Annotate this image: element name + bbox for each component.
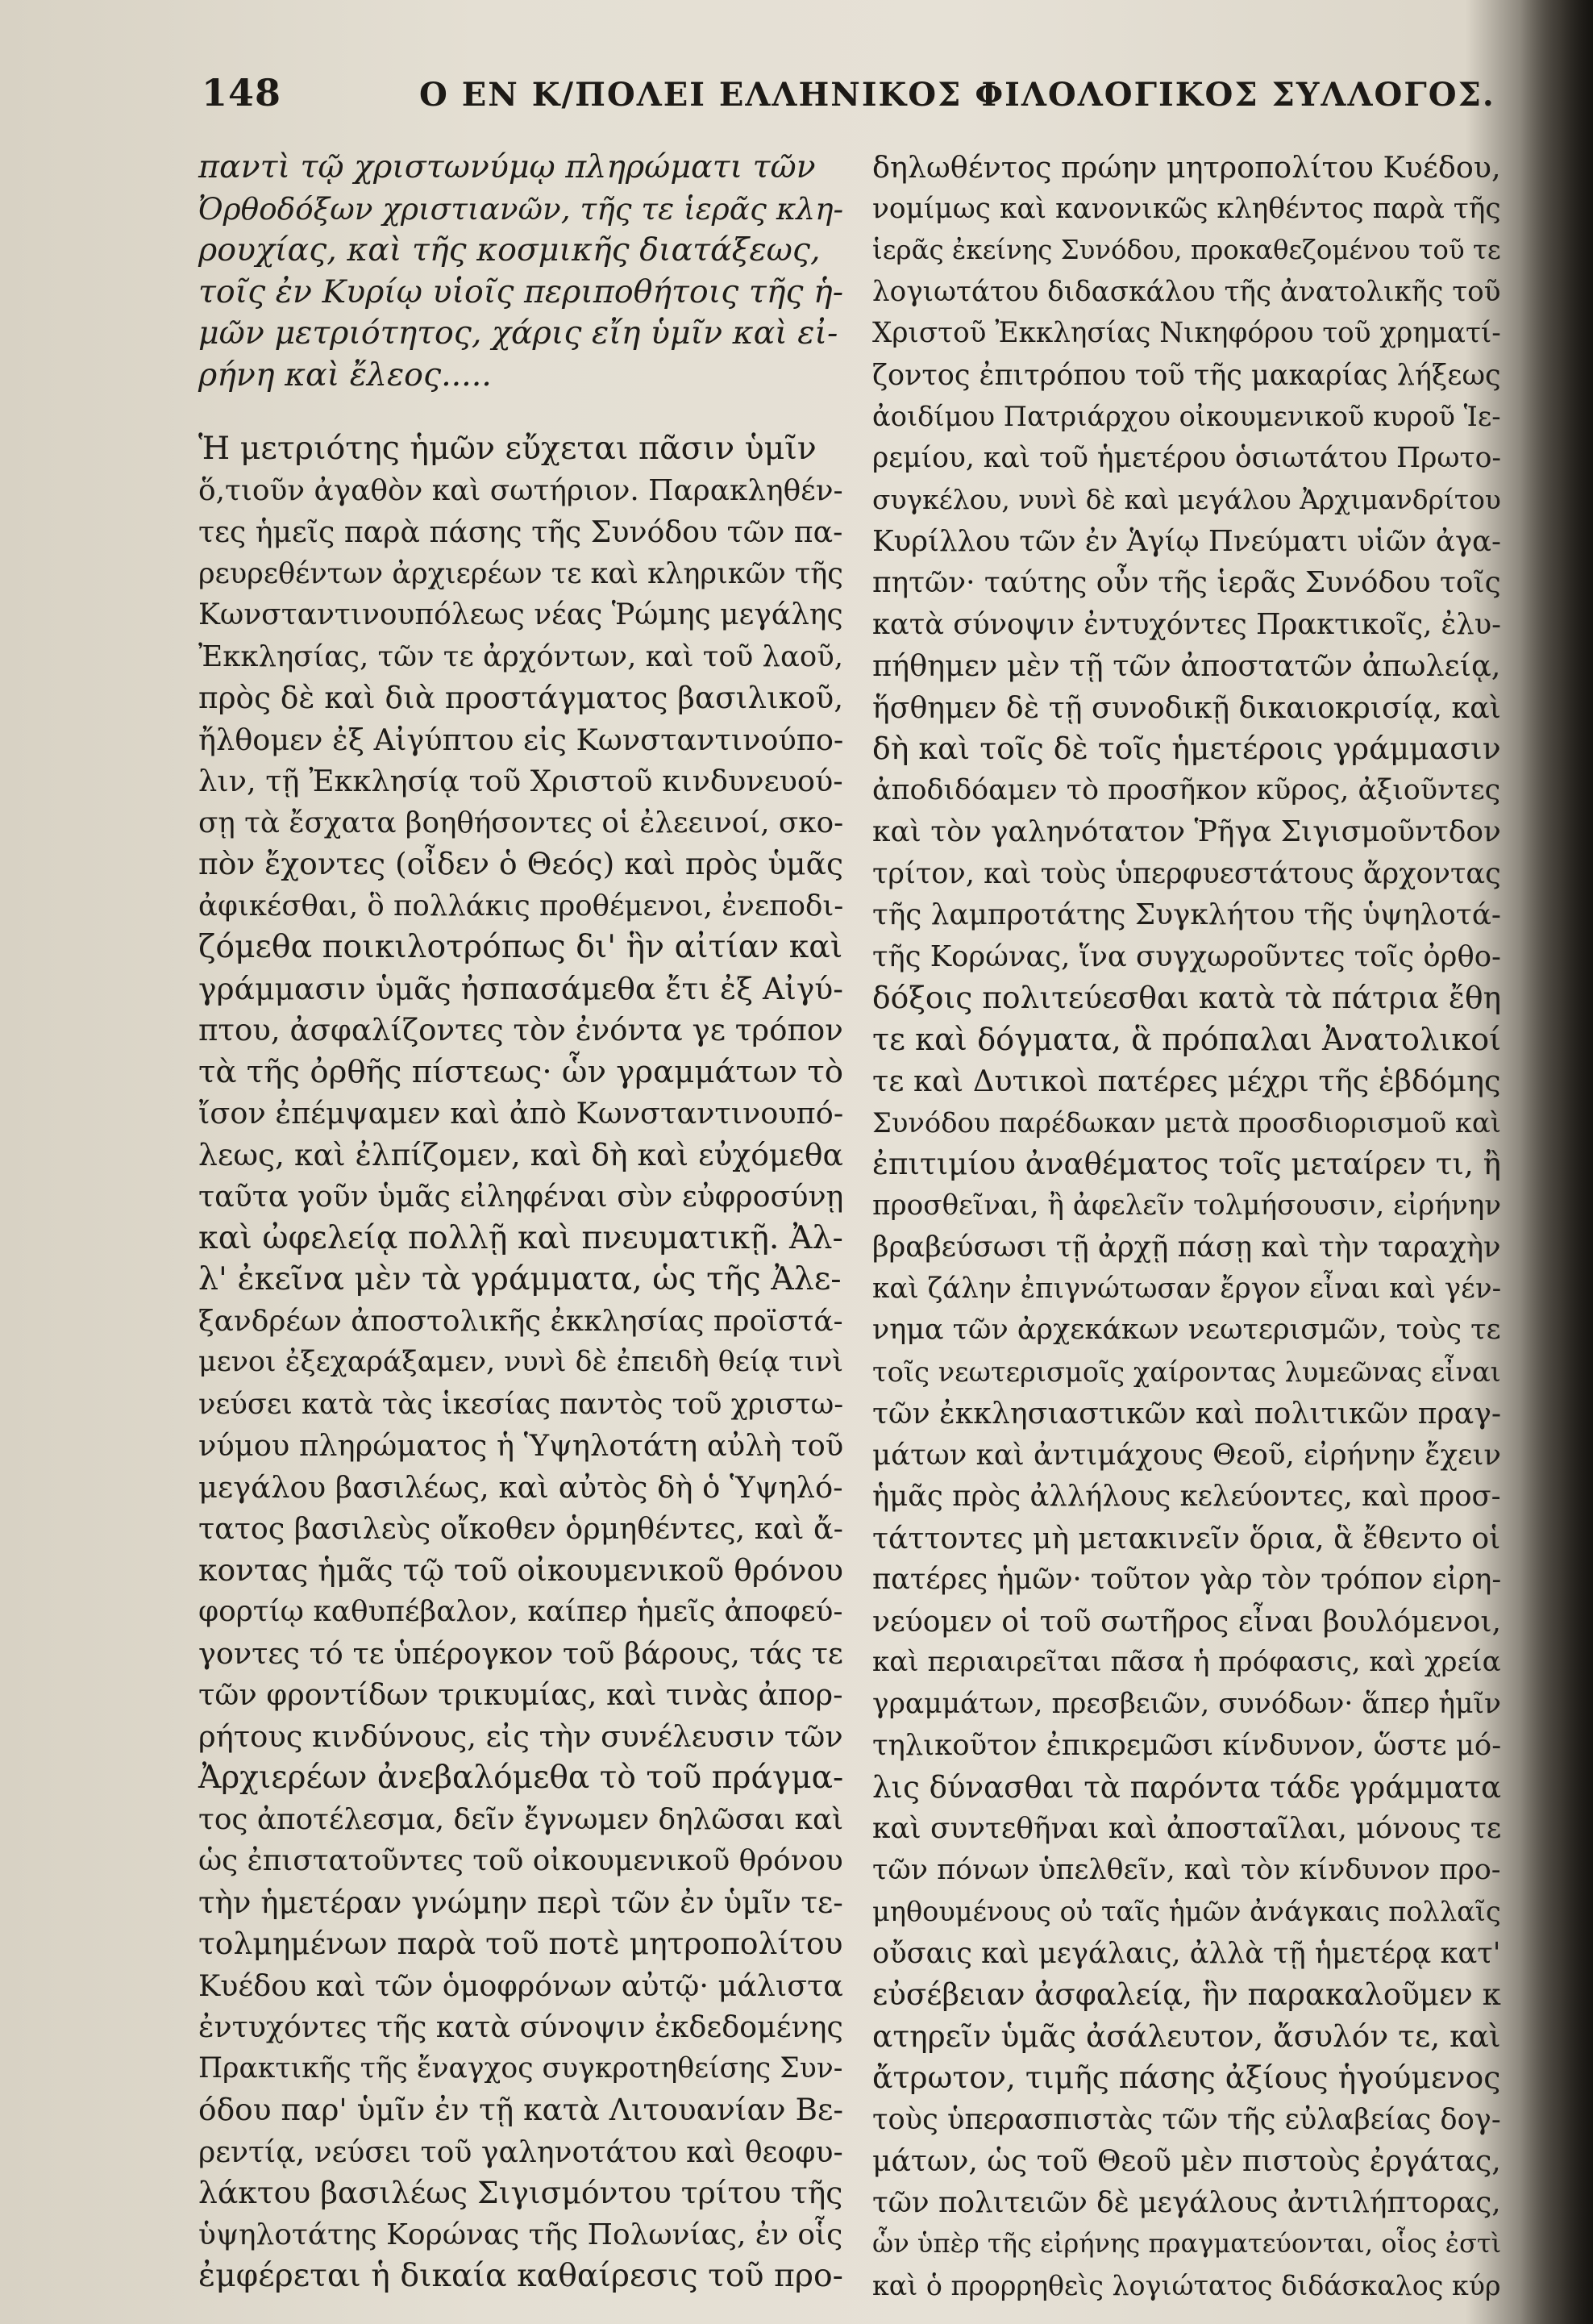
text-line: τηλικοῦτον ἐπικρεμῶσι κίνδυνον, ὥστε μό-: [872, 1729, 1502, 1762]
text-line: όδου παρ' ὑμῖν ἐν τῇ κατὰ Λιτουανίαν Βε-: [198, 2092, 844, 2127]
text-line: πατέρες ἡμῶν· τοῦτον γὰρ τὸν τρόπον εἰρη-: [872, 1563, 1502, 1596]
text-line: ἥσθημεν δὲ τῇ συνοδικῇ δικαιοκρισίᾳ, καὶ: [872, 689, 1501, 725]
text-line: ρευρεθέντων ἀρχιερέων τε καὶ κληρικῶν τῆς: [198, 556, 843, 590]
text-line: λάκτου βασιλέως Σιγισμόντου τρίτου τῆς: [198, 2175, 843, 2210]
text-line: τρίτον, καὶ τοὺς ὑπερφυεστάτους ἄρχοντας: [872, 856, 1501, 890]
text-line: παντὶ τῷ χριστωνύμῳ πληρώματι τῶν: [198, 148, 816, 185]
text-line: νομίμως καὶ κανονικῶς κληθέντος παρὰ τῆς: [872, 192, 1501, 225]
text-line: οὔσαις καὶ μεγάλαις, ἀλλὰ τῇ ἡμετέρᾳ κατ': [872, 1936, 1501, 1970]
text-line: τὰ τῆς ὀρθῆς πίστεως· ὧν γραμμάτων τὸ: [198, 1053, 844, 1090]
text-line: ατηρεῖν ὑμᾶς ἀσάλευτον, ἄσυλόν τε, καὶ: [872, 2018, 1501, 2054]
text-line: τος ἀποτέλεσμα, δεῖν ἔγνωμεν δηλῶσαι καὶ: [198, 1802, 844, 1836]
text-line: καὶ ὁ προρρηθεὶς λογιώτατος διδάσκαλος κύρ: [872, 2269, 1501, 2301]
text-line: λογιωτάτου διδασκάλου τῆς ἀνατολικῆς τοῦ: [872, 275, 1501, 308]
text-line: πὸν ἔχοντες (οἶδεν ὁ Θεός) καὶ πρὸς ὑμᾶς: [198, 846, 844, 881]
text-line: τατος βασιλεὺς οἴκοθεν ὁρμηθέντες, καὶ ἄ-: [198, 1511, 843, 1546]
text-line: Κυέδου καὶ τῶν ὁμοφρόνων αὐτῷ· μάλιστα: [198, 1968, 843, 2003]
text-line: ὡς ἐπιστατοῦντες τοῦ οἰκουμενικοῦ θρόνου: [198, 1844, 843, 1877]
text-line: Ὀρθοδόξων χριστιανῶν, τῆς τε ἱερᾶς κλη-: [198, 190, 844, 227]
text-line: πητῶν· ταύτης οὖν τῆς ἱερᾶς Συνόδου τοῖς: [872, 566, 1501, 599]
text-line: ἐπιτιμίου ἀναθέματος τοῖς μεταίρεν τι, ἢ: [872, 1146, 1501, 1181]
text-line: τὴν ἡμετέραν γνώμην περὶ τῶν ἐν ὑμῖν τε-: [198, 1884, 843, 1920]
text-line: τοὺς ὑπερασπιστὰς τῶν τῆς εὐλαβείας δογ-: [872, 2102, 1501, 2136]
text-line: τῆς Κορώνας, ἵνα συγχωροῦντες τοῖς ὀρθο-: [872, 939, 1501, 973]
text-line: ἤλθομεν ἐξ Αἰγύπτου εἰς Κωνσταντινούπο-: [198, 722, 844, 757]
text-line: νεύομεν οἱ τοῦ σωτῆρος εἶναι βουλόμενοι,: [872, 1603, 1502, 1639]
text-line: βραβεύσωσι τῇ ἀρχῇ πάσῃ καὶ τὴν ταραχὴν: [872, 1231, 1501, 1264]
text-line: Χριστοῦ Ἐκκλησίας Νικηφόρου τοῦ χρηματί-: [872, 317, 1501, 349]
text-line: ὑψηλοτάτης Κορώνας τῆς Πολωνίας, ἐν οἷς: [198, 2218, 843, 2251]
text-line: Κυρίλλου τῶν ἐν Ἁγίῳ Πνεύματι υἱῶν ἀγα-: [872, 524, 1502, 558]
text-line: Ἀρχιερέων ἀνεβαλόμεθα τὸ τοῦ πράγμα-: [198, 1760, 844, 1796]
text-line: δὴ καὶ τοῖς δὲ τοῖς ἡμετέροις γράμμασιν: [872, 731, 1501, 766]
text-line: ρεντίᾳ, νεύσει τοῦ γαληνοτάτου καὶ θεοφυ-: [198, 2134, 843, 2169]
text-line: τῶν πόνων ὑπελθεῖν, καὶ τὸν κίνδυνον προ-: [872, 1853, 1501, 1886]
text-line: τοῖς νεωτερισμοῖς χαίροντας λυμεῶνας εἶναι: [872, 1356, 1501, 1388]
right-text-column: [872, 147, 1501, 2306]
text-line: ὧν ὑπὲρ τῆς εἰρήνης πραγματεύονται, οἷος ἐστὶ: [872, 2228, 1502, 2259]
text-line: τῶν πολιτειῶν δὲ μεγάλους ἀντιλήπτορας,: [872, 2185, 1501, 2219]
text-line: ἐντυχόντες τῆς κατὰ σύνοψιν ἐκδεδομένης: [198, 2010, 843, 2044]
text-line: ταῦτα γοῦν ὑμᾶς εἰληφέναι σὺν εὐφροσύνῃ: [198, 1179, 844, 1214]
text-line: γοντες τό τε ὑπέρογκον τοῦ βάρους, τάς τε: [198, 1635, 843, 1671]
text-line: φορτίῳ καθυπέβαλον, καίπερ ἡμεῖς ἀποφεύ-: [198, 1595, 843, 1628]
text-line: εὐσέβειαν ἀσφαλείᾳ, ἣν παρακαλοῦμεν κ: [872, 1977, 1501, 2012]
text-line: νεύσει κατὰ τὰς ἱκεσίας παντὸς τοῦ χριστω-: [198, 1387, 844, 1421]
text-line: τες ἡμεῖς παρὰ πάσης τῆς Συνόδου τῶν πα-: [198, 514, 843, 549]
text-line: τε καὶ δόγματα, ἃ πρόπαλαι Ἀνατολικοί: [872, 1021, 1502, 1058]
text-line: ρήνη καὶ ἔλεος.....: [198, 356, 492, 394]
text-line: λις δύνασθαι τὰ παρόντα τάδε γράμματα: [872, 1769, 1502, 1805]
binding-shadow: [1520, 0, 1593, 2324]
text-line: καὶ ζάλην ἐπιγνώτωσαν ἔργον εἶναι καὶ γέν-: [872, 1272, 1502, 1305]
text-line: νημα τῶν ἀρχεκάκων νεωτερισμῶν, τοὺς τε: [872, 1314, 1501, 1346]
text-line: ἄτρωτον, τιμῆς πάσης ἀξίους ἡγούμενος: [872, 2060, 1501, 2095]
text-line: Ἐκκλησίας, τῶν τε ἀρχόντων, καὶ τοῦ λαοῦ,: [198, 639, 844, 673]
text-line: καὶ ὠφελείᾳ πολλῇ καὶ πνευματικῇ. Ἀλ-: [198, 1218, 843, 1256]
running-title: Ο ΕΝ Κ/ΠΟΛΕΙ ΕΛΛΗΝΙΚΟΣ ΦΙΛΟΛΟΓΙΚΟΣ ΣΥΛΛΟΓΟΣ.: [419, 76, 1495, 114]
text-line: τῶν φροντίδων τρικυμίας, καὶ τινὰς ἀπορ-: [198, 1677, 843, 1712]
text-line: πήθημεν μὲν τῇ τῶν ἀποστατῶν ἀπωλείᾳ,: [872, 648, 1501, 683]
text-line: Ἡ μετριότης ἡμῶν εὔχεται πᾶσιν ὑμῖν: [198, 430, 817, 467]
text-line: λεως, καὶ ἐλπίζομεν, καὶ δὴ καὶ εὐχόμεθα: [198, 1136, 843, 1172]
text-line: καὶ τὸν γαληνότατον Ῥῆγα Σιγισμοῦντδον: [872, 815, 1501, 848]
text-line: λ' ἐκεῖνα μὲν τὰ γράμματα, ὡς τῆς Ἀλε-: [198, 1260, 842, 1297]
text-line: τολμημένων παρὰ τοῦ ποτὲ μητροπολίτου: [198, 1926, 843, 1961]
text-line: τῆς λαμπροτάτης Συγκλήτου τῆς ὑψηλοτά-: [872, 898, 1501, 931]
text-line: τοῖς ἐν Κυρίῳ υἱοῖς περιποθήτοις τῆς ἡ-: [198, 273, 844, 310]
text-line: δηλωθέντος πρώην μητροπολίτου Κυέδου,: [872, 150, 1501, 185]
text-line: ρεμίου, καὶ τοῦ ἡμετέρου ὁσιωτάτου Πρωτο-: [872, 441, 1502, 474]
text-line: ὅ,τιοῦν ἀγαθὸν καὶ σωτήριον. Παρακληθέν-: [198, 473, 843, 507]
text-line: κατὰ σύνοψιν ἐντυχόντες Πρακτικοῖς, ἐλυ-: [872, 607, 1501, 641]
text-line: ἴσον ἐπέμψαμεν καὶ ἀπὸ Κωνσταντινουπό-: [198, 1096, 844, 1131]
text-line: μῶν μετριότητος, χάρις εἴη ὑμῖν καὶ εἰ-: [198, 314, 838, 352]
text-line: καὶ περιαιρεῖται πᾶσα ἡ πρόφασις, καὶ χρεία: [872, 1646, 1501, 1678]
text-line: γράμμασιν ὑμᾶς ἠσπασάμεθα ἔτι ἐξ Αἰγύ-: [198, 970, 844, 1006]
text-line: ἀοιδίμου Πατριάρχου οἰκουμενικοῦ κυροῦ Ἱε-: [872, 401, 1501, 432]
text-line: ρήτους κινδύνους, εἰς τὴν συνέλευσιν τῶν: [198, 1718, 843, 1754]
text-line: πτου, ἀσφαλίζοντες τὸν ἐνόντα γε τρόπον: [198, 1013, 843, 1047]
text-line: ἱερᾶς ἐκείνης Συνόδου, προκαθεζομένου τοῦ τε: [872, 235, 1501, 265]
text-line: ἀποδιδόαμεν τὸ προσῆκον κῦρος, ἀξιοῦντες: [872, 773, 1501, 806]
text-line: ζοντος ἐπιτρόπου τοῦ τῆς μακαρίας λήξεως: [872, 358, 1501, 392]
text-line: πρὸς δὲ καὶ διὰ προστάγματος βασιλικοῦ,: [198, 680, 844, 715]
text-line: τάττοντες μὴ μετακινεῖν ὅρια, ἃ ἔθεντο οἱ: [872, 1520, 1501, 1556]
running-header: [202, 71, 1495, 127]
text-line: Πρακτικῆς τῆς ἔναγχος συγκροτηθείσης Συν-: [198, 2051, 843, 2085]
text-line: μενοι ἐξεχαράξαμεν, νυνὶ δὲ ἐπειδὴ θείᾳ τινὶ: [198, 1346, 844, 1378]
text-line: τε καὶ Δυτικοὶ πατέρες μέχρι τῆς ἑβδόμης: [872, 1064, 1501, 1098]
text-line: λιν, τῇ Ἐκκλησίᾳ τοῦ Χριστοῦ κινδυνευού-: [198, 764, 843, 798]
text-line: ρουχίας, καὶ τῆς κοσμικῆς διατάξεως,: [198, 231, 821, 269]
text-line: ἡμᾶς πρὸς ἀλλήλους κελεύοντες, καὶ προσ-: [872, 1480, 1501, 1513]
text-line: ἀφικέσθαι, ὃ πολλάκις προθέμενοι, ἐνεποδι-: [198, 889, 844, 923]
text-line: μεγάλου βασιλέως, καὶ αὐτὸς δὴ ὁ Ὑψηλό-: [198, 1469, 843, 1505]
paragraph-gap: [198, 396, 843, 428]
text-line: τῶν ἐκκλησιαστικῶν καὶ πολιτικῶν πραγ-: [872, 1396, 1502, 1431]
text-line: ἐμφέρεται ἡ δικαία καθαίρεσις τοῦ προ-: [198, 2257, 843, 2294]
text-line: μηθουμένους οὐ ταῖς ἡμῶν ἀνάγκαις πολλαῖς: [872, 1896, 1501, 1927]
text-line: σῃ τὰ ἔσχατα βοηθήσοντες οἱ ἐλεεινοί, σκο-: [198, 806, 844, 839]
text-line: νύμου πληρώματος ἡ Ὑψηλοτάτη αὐλὴ τοῦ: [198, 1428, 844, 1463]
text-line: συγκέλου, νυνὶ δὲ καὶ μεγάλου Ἀρχιμανδρίτου: [872, 484, 1501, 515]
text-line: μάτων, ὡς τοῦ Θεοῦ μὲν πιστοὺς ἐργάτας,: [872, 2143, 1501, 2178]
page-number: 148: [202, 71, 282, 115]
text-line: καὶ συντεθῆναι καὶ ἀποσταῖλαι, μόνους τε: [872, 1812, 1502, 1845]
text-line: μάτων καὶ ἀντιμάχους Θεοῦ, εἰρήνην ἔχειν: [872, 1438, 1501, 1472]
text-line: δόξοις πολιτεύεσθαι κατὰ τὰ πάτρια ἔθη: [872, 980, 1502, 1015]
text-line: κοντας ἡμᾶς τῷ τοῦ οἰκουμενικοῦ θρόνου: [198, 1551, 843, 1588]
text-line: ξανδρέων ἀποστολικῆς ἐκκλησίας προϊστά-: [198, 1304, 843, 1338]
text-line: προσθεῖναι, ἢ ἀφελεῖν τολμήσουσιν, εἰρήνην: [872, 1189, 1501, 1222]
text-line: γραμμάτων, πρεσβειῶν, συνόδων· ἅπερ ἡμῖν: [872, 1687, 1501, 1720]
text-line: ζόμεθα ποικιλοτρόπως δι' ἣν αἰτίαν καὶ: [198, 928, 843, 965]
left-text-column: [198, 147, 843, 2297]
text-line: Συνόδου παρέδωκαν μετὰ προσδιορισμοῦ καὶ: [872, 1106, 1501, 1139]
text-line: Κωνσταντινουπόλεως νέας Ῥώμης μεγάλης: [198, 598, 843, 631]
